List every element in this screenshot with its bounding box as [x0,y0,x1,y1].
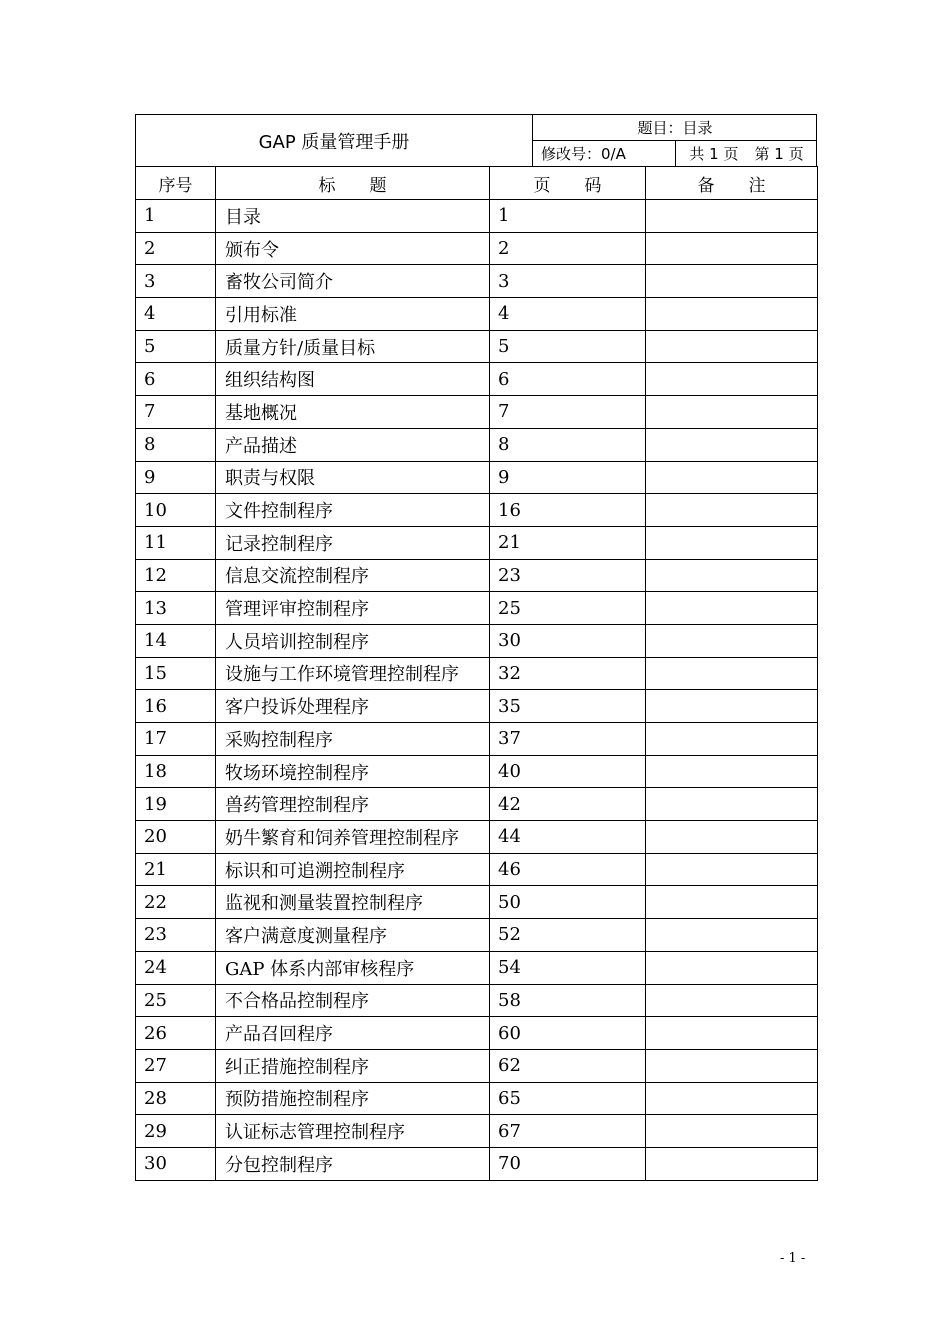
row-note [646,1147,818,1180]
table-row [136,657,818,690]
total-pages: 共 1 页 [689,145,739,163]
row-number: 13 [136,592,216,625]
table-row [136,1049,818,1082]
row-title: 客户满意度测量程序 [216,919,490,952]
row-number: 14 [136,624,216,657]
row-note [646,886,818,919]
row-note [646,1017,818,1050]
row-page: 32 [490,657,646,690]
row-note [646,657,818,690]
row-number: 7 [136,396,216,429]
row-note [646,1049,818,1082]
row-note [646,1082,818,1115]
row-title: 管理评审控制程序 [216,592,490,625]
table-row [136,363,818,396]
row-number: 17 [136,723,216,756]
row-number: 19 [136,788,216,821]
table-row [136,853,818,886]
table-row [136,265,818,298]
row-title: 标识和可追溯控制程序 [216,853,490,886]
row-number: 26 [136,1017,216,1050]
row-title: 预防措施控制程序 [216,1082,490,1115]
row-page: 60 [490,1017,646,1050]
row-page: 37 [490,723,646,756]
row-number: 20 [136,821,216,854]
row-page: 70 [490,1147,646,1180]
row-number: 30 [136,1147,216,1180]
row-note [646,200,818,233]
row-note [646,330,818,363]
table-row [136,592,818,625]
row-number: 25 [136,984,216,1017]
row-page: 1 [490,200,646,233]
table-row [136,919,818,952]
revision-label: 修改号：0/A [533,141,676,166]
row-note [646,298,818,331]
row-note [646,723,818,756]
row-number: 15 [136,657,216,690]
row-note [646,853,818,886]
table-row [136,1082,818,1115]
subject-label: 题目：目录 [533,115,817,141]
row-number: 8 [136,428,216,461]
row-page: 42 [490,788,646,821]
table-row [136,494,818,527]
row-page: 30 [490,624,646,657]
row-page: 67 [490,1115,646,1148]
table-row [136,951,818,984]
row-note [646,919,818,952]
row-note [646,755,818,788]
column-header-number: 序号 [136,167,216,200]
row-title: 设施与工作环境管理控制程序 [216,657,490,690]
table-row [136,200,818,233]
row-page: 23 [490,559,646,592]
table-row [136,461,818,494]
table-row [136,984,818,1017]
row-page: 44 [490,821,646,854]
column-header-note: 备 注 [646,167,818,200]
row-note [646,1115,818,1148]
row-title: 奶牛繁育和饲养管理控制程序 [216,821,490,854]
row-title: 引用标准 [216,298,490,331]
column-header-title: 标 题 [216,167,490,200]
document-header [135,114,817,166]
table-row [136,559,818,592]
table-row [136,428,818,461]
row-title: 认证标志管理控制程序 [216,1115,490,1148]
row-page: 8 [490,428,646,461]
row-page: 4 [490,298,646,331]
table-row [136,1017,818,1050]
contents-table [135,166,818,1181]
table-row [136,821,818,854]
row-number: 5 [136,330,216,363]
row-note [646,232,818,265]
row-title: 监视和测量装置控制程序 [216,886,490,919]
row-note [646,592,818,625]
row-note [646,984,818,1017]
row-page: 7 [490,396,646,429]
row-number: 24 [136,951,216,984]
row-title: 客户投诉处理程序 [216,690,490,723]
row-title: 文件控制程序 [216,494,490,527]
row-note [646,821,818,854]
table-row [136,690,818,723]
row-title: 产品召回程序 [216,1017,490,1050]
row-number: 2 [136,232,216,265]
row-number: 10 [136,494,216,527]
row-page: 3 [490,265,646,298]
manual-title: GAP 质量管理手册 [136,115,533,166]
current-page: 第 1 页 [754,145,804,163]
table-row [136,624,818,657]
row-title: 信息交流控制程序 [216,559,490,592]
row-page: 2 [490,232,646,265]
column-header-page: 页 码 [490,167,646,200]
row-page: 6 [490,363,646,396]
table-row [136,330,818,363]
row-page: 5 [490,330,646,363]
row-title: 组织结构图 [216,363,490,396]
row-title: 兽药管理控制程序 [216,788,490,821]
row-number: 1 [136,200,216,233]
row-number: 9 [136,461,216,494]
row-title: 不合格品控制程序 [216,984,490,1017]
contents-table-body [136,200,818,1181]
row-note [646,428,818,461]
row-number: 27 [136,1049,216,1082]
row-note [646,559,818,592]
row-number: 29 [136,1115,216,1148]
row-title: 分包控制程序 [216,1147,490,1180]
row-number: 22 [136,886,216,919]
row-page: 25 [490,592,646,625]
table-row [136,298,818,331]
row-title: 颁布令 [216,232,490,265]
row-title: 目录 [216,200,490,233]
table-row [136,723,818,756]
row-note [646,363,818,396]
table-header-row [136,167,818,200]
row-page: 9 [490,461,646,494]
row-page: 21 [490,526,646,559]
row-page: 62 [490,1049,646,1082]
row-note [646,951,818,984]
row-page: 52 [490,919,646,952]
row-page: 40 [490,755,646,788]
row-page: 65 [490,1082,646,1115]
row-title: 质量方针/质量目标 [216,330,490,363]
table-row [136,886,818,919]
row-note [646,788,818,821]
row-note [646,396,818,429]
row-title: 牧场环境控制程序 [216,755,490,788]
row-title: 基地概况 [216,396,490,429]
table-row [136,755,818,788]
row-number: 18 [136,755,216,788]
row-number: 23 [136,919,216,952]
row-note [646,265,818,298]
row-number: 4 [136,298,216,331]
table-row [136,396,818,429]
row-title: 采购控制程序 [216,723,490,756]
table-row [136,1147,818,1180]
row-note [646,461,818,494]
row-number: 12 [136,559,216,592]
row-title: 畜牧公司简介 [216,265,490,298]
row-number: 28 [136,1082,216,1115]
row-page: 50 [490,886,646,919]
row-number: 11 [136,526,216,559]
row-title: 人员培训控制程序 [216,624,490,657]
page-number: - 1 - [780,1251,806,1266]
row-number: 21 [136,853,216,886]
row-note [646,526,818,559]
row-note [646,624,818,657]
row-title: 记录控制程序 [216,526,490,559]
row-number: 3 [136,265,216,298]
row-page: 58 [490,984,646,1017]
row-page: 16 [490,494,646,527]
table-row [136,1115,818,1148]
row-page: 35 [490,690,646,723]
page-info [676,141,817,166]
row-page: 46 [490,853,646,886]
table-row [136,232,818,265]
table-row [136,788,818,821]
row-number: 16 [136,690,216,723]
row-title: 纠正措施控制程序 [216,1049,490,1082]
row-page: 54 [490,951,646,984]
row-note [646,690,818,723]
row-note [646,494,818,527]
row-number: 6 [136,363,216,396]
row-title: 产品描述 [216,428,490,461]
row-title: 职责与权限 [216,461,490,494]
table-row [136,526,818,559]
row-title: GAP 体系内部审核程序 [216,951,490,984]
